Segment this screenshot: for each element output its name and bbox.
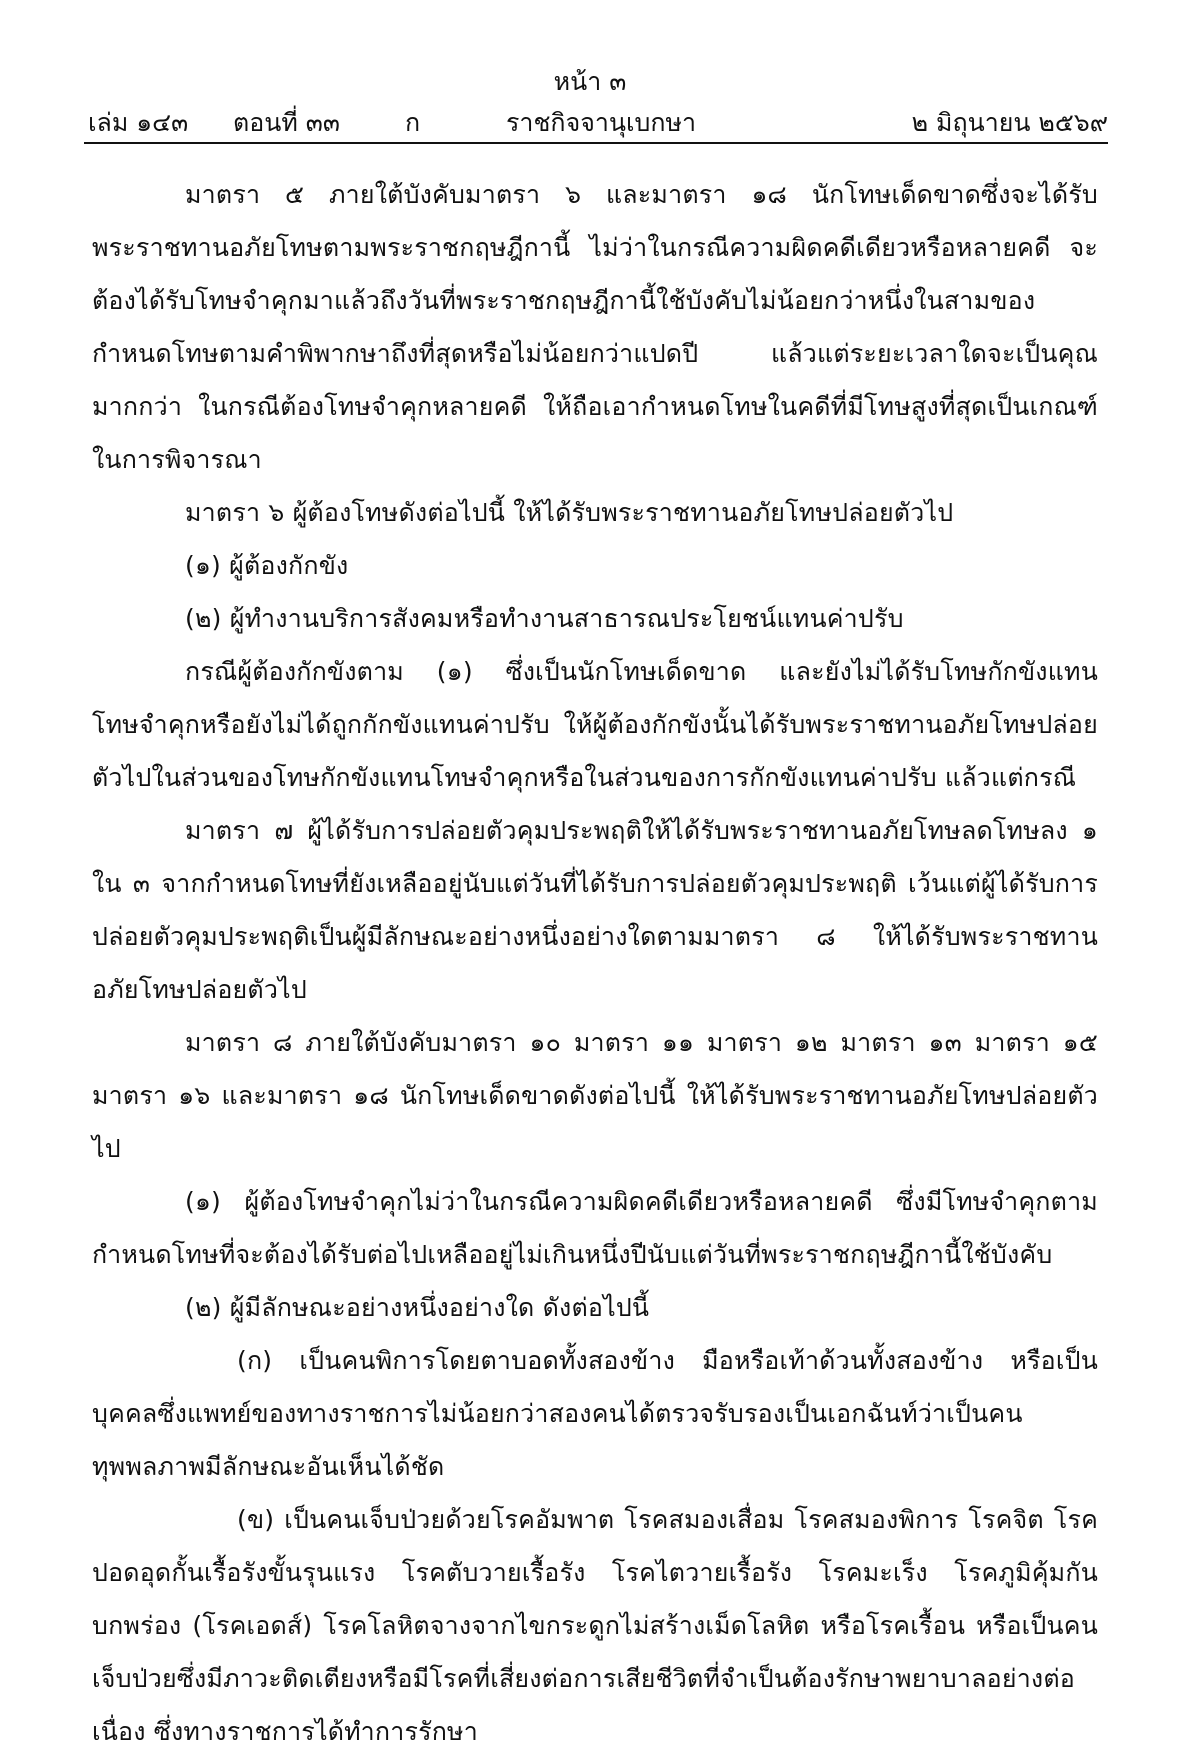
paragraph-section-6: มาตรา ๖ ผู้ต้องโทษดังต่อไปนี้ ให้ได้รับพระราชทานอภัยโทษปล่อยตัวไป [185, 498, 954, 527]
paragraph-section-8-item-2: (๒) ผู้มีลักษณะอย่างหนึ่งอย่างใด ดังต่อไปนี้ [185, 1293, 650, 1322]
paragraph-section-6-item-2: (๒) ผู้ทำงานบริการสังคมหรือทำงานสาธารณประโยชน์แทนค่าปรับ [185, 604, 904, 633]
paragraph-section-5: มาตรา ๕ ภายใต้บังคับมาตรา ๖ และมาตรา ๑๘ นักโทษเด็ดขาดซึ่งจะได้รับพระราชทานอภัยโทษตามพระราชกฤษฎีกานี้ ไม่ว่าในกรณีความผิดคดีเดียวหรือหลายคดี จะต้องได้รับโทษจำคุกมาแล้วถึงวันที่พระราชกฤษฎีกานี้ใช้บังคับไม่น้อยกว่าหนึ่งในสามของกำหนดโทษตามคำพิพากษาถึงที่สุดหรือไม่น้อยกว่าแปดปี แล้วแต่ระยะเวลาใดจะเป็นคุณมากกว่า ในกรณีต้องโทษจำคุกหลายคดี ให้ถือเอากำหนดโทษในคดีที่มีโทษสูงที่สุดเป็นเกณฑ์ในการพิจารณา [92, 180, 1098, 474]
volume-number: เล่ม ๑๔๓ [88, 108, 189, 137]
paragraph-section-8-item-2-b: (ข) เป็นคนเจ็บป่วยด้วยโรคอัมพาต โรคสมองเสื่อม โรคสมองพิการ โรคจิต โรคปอดอุดกั้นเรื้อรังขั้นรุนแรง โรคตับวายเรื้อรัง โรคไตวายเรื้อรัง โรคมะเร็ง โรคภูมิคุ้มกันบกพร่อง (โรคเอดส์) โรคโลหิตจางจากไขกระดูกไม่สร้างเม็ดโลหิต หรือโรคเรื้อน หรือเป็นคนเจ็บป่วยซึ่งมีภาวะติดเตียงหรือมีโรคที่เสี่ยงต่อการเสียชีวิตที่จำเป็นต้องรักษาพยาบาลอย่างต่อเนื่อง ซึ่งทางราชการได้ทำการรักษา [92, 1505, 1098, 1746]
paragraph-section-6-detention: กรณีผู้ต้องกักขังตาม (๑) ซึ่งเป็นนักโทษเด็ดขาด และยังไม่ได้รับโทษกักขังแทนโทษจำคุกหรือยังไม่ได้ถูกกักขังแทนค่าปรับ ให้ผู้ต้องกักขังนั้นได้รับพระราชทานอภัยโทษปล่อยตัวไปในส่วนของโทษกักขังแทนโทษจำคุกหรือในส่วนของการกักขังแทนค่าปรับ แล้วแต่กรณี [92, 657, 1098, 792]
gazette-header [88, 103, 1108, 137]
section-letter: ก [405, 108, 421, 137]
paragraph-section-6-item-1: (๑) ผู้ต้องกักขัง [185, 551, 349, 580]
header-divider [84, 142, 1108, 144]
paragraph-section-8: มาตรา ๘ ภายใต้บังคับมาตรา ๑๐ มาตรา ๑๑ มาตรา ๑๒ มาตรา ๑๓ มาตรา ๑๕ มาตรา ๑๖ และมาตรา ๑๘ นักโทษเด็ดขาดดังต่อไปนี้ ให้ได้รับพระราชทานอภัยโทษปล่อยตัวไป [92, 1028, 1098, 1163]
paragraph-section-7: มาตรา ๗ ผู้ได้รับการปล่อยตัวคุมประพฤติให้ได้รับพระราชทานอภัยโทษลดโทษลง ๑ ใน ๓ จากกำหนดโทษที่ยังเหลืออยู่นับแต่วันที่ได้รับการปล่อยตัวคุมประพฤติ เว้นแต่ผู้ได้รับการปล่อยตัวคุมประพฤติเป็นผู้มีลักษณะอย่างหนึ่งอย่างใดตามมาตรา ๘ ให้ได้รับพระราชทานอภัยโทษปล่อยตัวไป [92, 816, 1098, 1004]
document-body [92, 168, 1098, 1758]
issue-number: ตอนที่ ๓๓ [233, 108, 340, 137]
publication-date: ๒ มิถุนายน ๒๕๖๙ [911, 108, 1108, 137]
publication-title: ราชกิจจานุเบกษา [506, 108, 697, 137]
page-number: หน้า ๓ [553, 67, 627, 96]
paragraph-section-8-item-2-a: (ก) เป็นคนพิการโดยตาบอดทั้งสองข้าง มือหรือเท้าด้วนทั้งสองข้าง หรือเป็นบุคคลซึ่งแพทย์ของทางราชการไม่น้อยกว่าสองคนได้ตรวจรับรองเป็นเอกฉันท์ว่าเป็นคนทุพพลภาพมีลักษณะอันเห็นได้ชัด [92, 1346, 1098, 1481]
paragraph-section-8-item-1: (๑) ผู้ต้องโทษจำคุกไม่ว่าในกรณีความผิดคดีเดียวหรือหลายคดี ซึ่งมีโทษจำคุกตามกำหนดโทษที่จะต้องได้รับต่อไปเหลืออยู่ไม่เกินหนึ่งปีนับแต่วันที่พระราชกฤษฎีกานี้ใช้บังคับ [92, 1187, 1098, 1269]
